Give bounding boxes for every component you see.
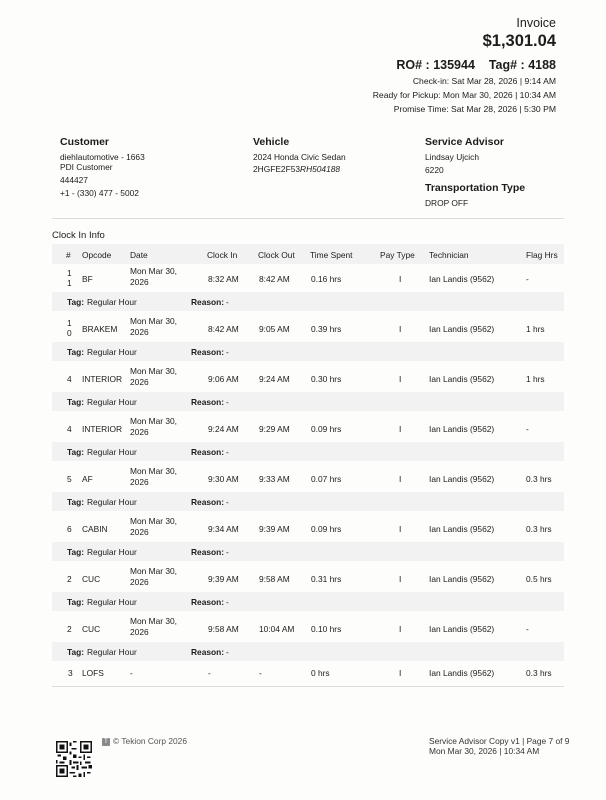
row-date-line2: 2026: [130, 427, 149, 437]
row-clock-out: 9:29 AM: [259, 424, 290, 434]
customer-id: 444427: [60, 175, 88, 185]
table-header-band: [52, 244, 564, 264]
tag-value: Regular Hour: [87, 647, 137, 657]
row-flag-hrs: 1 hrs: [526, 324, 545, 334]
row-pay-type: I: [399, 274, 402, 284]
row-divider: [52, 686, 564, 687]
reason-label: Reason:: [191, 647, 225, 657]
row-num: 4: [67, 424, 72, 434]
tag-value: Regular Hour: [87, 447, 137, 457]
tag-value: Regular Hour: [87, 347, 137, 357]
row-clock-out: 8:42 AM: [259, 274, 290, 284]
row-clock-out: 9:05 AM: [259, 324, 290, 334]
row-clock-in: 9:58 AM: [208, 624, 239, 634]
row-date-line2: 2026: [130, 527, 149, 537]
row-opcode: BRAKEM: [82, 324, 118, 334]
customer-heading: Customer: [60, 136, 110, 148]
qr-code-icon: [56, 741, 92, 777]
row-date-line1: Mon Mar 30,: [130, 466, 178, 476]
row-clock-in: 9:06 AM: [208, 374, 239, 384]
row-pay-type: I: [399, 374, 402, 384]
tag-value: Regular Hour: [87, 597, 137, 607]
row-technician: Ian Landis (9562): [429, 524, 495, 534]
row-pay-type: I: [399, 624, 402, 634]
row-time-spent: 0.16 hrs: [311, 274, 342, 284]
reason-value: -: [226, 347, 229, 357]
row-num: 1 0: [67, 318, 72, 338]
col-num: #: [66, 250, 71, 260]
transportation-heading: Transportation Type: [425, 182, 526, 194]
reason-value: -: [226, 497, 229, 507]
row-flag-hrs: -: [526, 624, 529, 634]
reason-value: -: [226, 597, 229, 607]
invoice-label: Invoice: [516, 16, 556, 30]
row-clock-out: 9:39 AM: [259, 524, 290, 534]
tekion-logo-icon: T: [102, 738, 110, 746]
row-flag-hrs: 0.3 hrs: [526, 524, 552, 534]
row-time-spent: 0.09 hrs: [311, 424, 342, 434]
row-clock-out: 9:24 AM: [259, 374, 290, 384]
advisor-name: Lindsay Ujcich: [425, 152, 479, 162]
row-date-line2: 2026: [130, 327, 149, 337]
row-num: 6: [67, 524, 72, 534]
row-clock-in: 9:30 AM: [208, 474, 239, 484]
row-technician: Ian Landis (9562): [429, 624, 495, 634]
ro-number: 135944: [433, 58, 475, 72]
row-opcode: LOFS: [82, 668, 104, 678]
vehicle-description: 2024 Honda Civic Sedan: [253, 152, 346, 162]
row-opcode: BF: [82, 274, 93, 284]
row-date-line2: 2026: [130, 477, 149, 487]
row-opcode: CUC: [82, 624, 101, 634]
copyright-text: © Tekion Corp 2026: [113, 736, 187, 746]
row-date-line1: Mon Mar 30,: [130, 566, 178, 576]
reason-label: Reason:: [191, 497, 225, 507]
row-date-line1: Mon Mar 30,: [130, 616, 178, 626]
clock-in-title: Clock In Info: [52, 230, 105, 241]
tag-label: Tag:: [67, 647, 85, 657]
reason-value: -: [226, 647, 229, 657]
tag-label: Tag:: [67, 547, 85, 557]
row-date-line2: 2026: [130, 627, 149, 637]
row-clock-out: -: [259, 668, 262, 678]
row-technician: Ian Landis (9562): [429, 374, 495, 384]
vin-suffix: RH504188: [300, 164, 341, 174]
row-flag-hrs: 0.3 hrs: [526, 474, 552, 484]
row-time-spent: 0.09 hrs: [311, 524, 342, 534]
row-technician: Ian Landis (9562): [429, 324, 495, 334]
tag-value: Regular Hour: [87, 297, 137, 307]
col-clock-in: Clock In: [207, 250, 238, 260]
col-flag-hrs: Flag Hrs: [526, 250, 558, 260]
row-clock-in: 9:24 AM: [208, 424, 239, 434]
vehicle-heading: Vehicle: [253, 136, 290, 148]
row-date-line1: Mon Mar 30,: [130, 416, 178, 426]
tag-label: Tag# :: [488, 58, 525, 72]
row-date-line2: 2026: [130, 277, 149, 287]
row-technician: Ian Landis (9562): [429, 668, 495, 678]
reason-value: -: [226, 447, 229, 457]
ro-label: RO# :: [396, 58, 430, 72]
col-date: Date: [130, 250, 148, 260]
row-num: 1 1: [67, 268, 72, 288]
tag-label: Tag:: [67, 297, 85, 307]
row-time-spent: 0.31 hrs: [311, 574, 342, 584]
row-clock-in: 8:32 AM: [208, 274, 239, 284]
vin-prefix: 2HGFE2F53: [253, 164, 301, 174]
tag-label: Tag:: [67, 347, 85, 357]
row-num: 4: [67, 374, 72, 384]
tag-label: Tag:: [67, 597, 85, 607]
row-opcode: CABIN: [82, 524, 108, 534]
tag-number: 4188: [528, 58, 556, 72]
row-pay-type: I: [399, 524, 402, 534]
row-clock-out: 9:58 AM: [259, 574, 290, 584]
row-flag-hrs: 0.5 hrs: [526, 574, 552, 584]
row-flag-hrs: -: [526, 274, 529, 284]
row-date-line1: Mon Mar 30,: [130, 316, 178, 326]
col-opcode: Opcode: [82, 250, 112, 260]
invoice-total: $1,301.04: [482, 32, 556, 50]
tag-label: Tag:: [67, 447, 85, 457]
row-date-line2: 2026: [130, 377, 149, 387]
row-clock-in: -: [208, 668, 211, 678]
footer-copy-info: Service Advisor Copy v1 | Page 7 of 9: [429, 736, 570, 746]
section-divider: [52, 218, 564, 219]
tag-label: Tag:: [67, 497, 85, 507]
col-clock-out: Clock Out: [258, 250, 295, 260]
promise-time: Promise Time: Sat Mar 28, 2026 | 5:30 PM: [393, 104, 556, 114]
advisor-heading: Service Advisor: [425, 136, 504, 148]
row-technician: Ian Landis (9562): [429, 424, 495, 434]
row-date-line2: 2026: [130, 577, 149, 587]
row-date-line1: Mon Mar 30,: [130, 266, 178, 276]
row-flag-hrs: 0.3 hrs: [526, 668, 552, 678]
col-pay-type: Pay Type: [380, 250, 415, 260]
row-date-line1: Mon Mar 30,: [130, 366, 178, 376]
row-technician: Ian Landis (9562): [429, 274, 495, 284]
col-time-spent: Time Spent: [310, 250, 353, 260]
row-opcode: AF: [82, 474, 93, 484]
row-pay-type: I: [399, 424, 402, 434]
reason-label: Reason:: [191, 347, 225, 357]
row-time-spent: 0.39 hrs: [311, 324, 342, 334]
reason-label: Reason:: [191, 597, 225, 607]
col-technician: Technician: [429, 250, 469, 260]
row-num: 5: [67, 474, 72, 484]
customer-name: diehlautomotive - 1663: [60, 152, 145, 162]
row-time-spent: 0 hrs: [311, 668, 330, 678]
customer-phone: +1 - (330) 477 - 5002: [60, 188, 139, 198]
row-time-spent: 0.30 hrs: [311, 374, 342, 384]
tag-value: Regular Hour: [87, 397, 137, 407]
row-clock-in: 9:34 AM: [208, 524, 239, 534]
tag-label: Tag:: [67, 397, 85, 407]
reason-label: Reason:: [191, 297, 225, 307]
tag-value: Regular Hour: [87, 547, 137, 557]
row-date: -: [130, 668, 133, 678]
reason-label: Reason:: [191, 447, 225, 457]
row-opcode: INTERIOR: [82, 424, 123, 434]
row-flag-hrs: 1 hrs: [526, 374, 545, 384]
row-time-spent: 0.10 hrs: [311, 624, 342, 634]
row-clock-out: 10:04 AM: [259, 624, 295, 634]
row-opcode: INTERIOR: [82, 374, 123, 384]
row-time-spent: 0.07 hrs: [311, 474, 342, 484]
row-flag-hrs: -: [526, 424, 529, 434]
row-date-line1: Mon Mar 30,: [130, 516, 178, 526]
row-clock-in: 8:42 AM: [208, 324, 239, 334]
row-num: 2: [67, 624, 72, 634]
row-clock-out: 9:33 AM: [259, 474, 290, 484]
row-technician: Ian Landis (9562): [429, 574, 495, 584]
row-pay-type: I: [399, 574, 402, 584]
row-opcode: CUC: [82, 574, 101, 584]
reason-label: Reason:: [191, 397, 225, 407]
row-technician: Ian Landis (9562): [429, 474, 495, 484]
tag-value: Regular Hour: [87, 497, 137, 507]
check-in-time: Check-in: Sat Mar 28, 2026 | 9:14 AM: [412, 76, 556, 86]
reason-label: Reason:: [191, 547, 225, 557]
advisor-number: 6220: [425, 165, 444, 175]
ro-tag-line: [396, 58, 556, 72]
row-num: 3: [68, 668, 73, 678]
reason-value: -: [226, 397, 229, 407]
row-pay-type: I: [399, 668, 402, 678]
ready-for-pickup-time: Ready for Pickup: Mon Mar 30, 2026 | 10:34 AM: [372, 90, 556, 100]
row-clock-in: 9:39 AM: [208, 574, 239, 584]
reason-value: -: [226, 547, 229, 557]
reason-value: -: [226, 297, 229, 307]
customer-type: PDI Customer: [60, 162, 113, 172]
transportation-value: DROP OFF: [425, 198, 469, 208]
row-num: 2: [67, 574, 72, 584]
row-pay-type: I: [399, 324, 402, 334]
footer-printed: Mon Mar 30, 2026 | 10:34 AM: [429, 746, 540, 756]
row-pay-type: I: [399, 474, 402, 484]
footer-copyright: [102, 736, 187, 746]
vehicle-vin: [253, 164, 340, 174]
